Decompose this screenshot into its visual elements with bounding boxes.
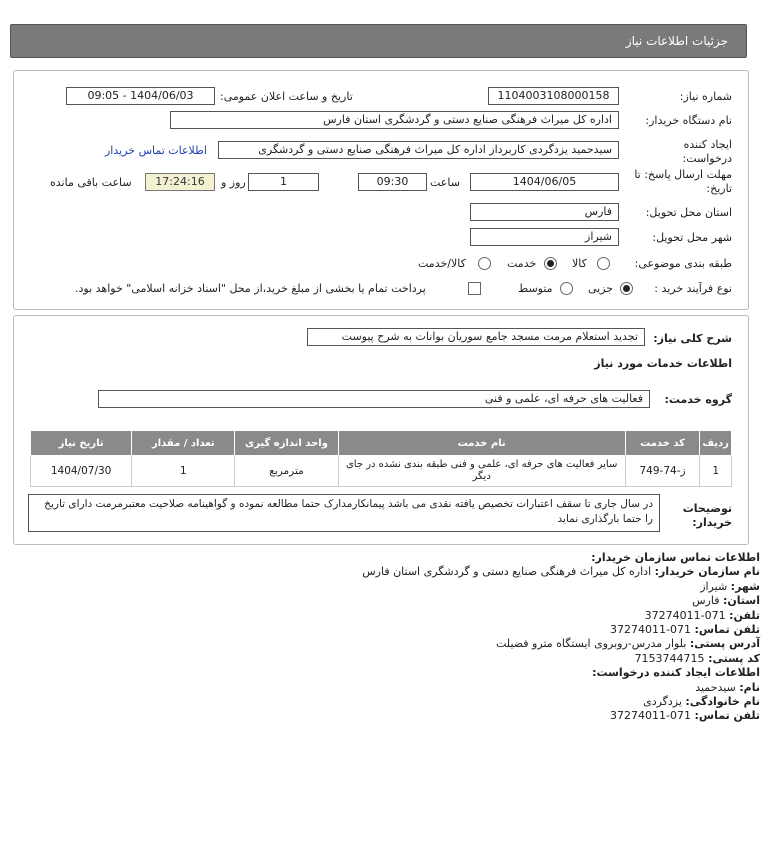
province-label: استان محل تحویل: xyxy=(645,206,732,219)
creator-heading: اطلاعات ایجاد کننده درخواست: xyxy=(592,666,760,680)
contact-address-label: آدرس پستی: xyxy=(689,637,760,651)
deadline-label: مهلت ارسال پاسخ: تا تاریخ: xyxy=(634,168,732,195)
need-number-field: 1104003108000158 xyxy=(488,87,619,105)
contact-postal-label: کد پستی: xyxy=(708,651,760,665)
creator-family-label: نام خانوادگی: xyxy=(685,694,760,708)
payment-note: پرداخت تمام یا بخشی از مبلغ خرید،از محل "اسناد خزانه اسلامی" خواهد بود. xyxy=(75,282,426,295)
creator-name-label: نام: xyxy=(739,680,760,694)
group-field: فعالیت های حرفه ای، علمی و فنی xyxy=(98,390,650,408)
treasury-checkbox[interactable] xyxy=(468,282,481,295)
contact-org-label: نام سازمان خریدار: xyxy=(654,565,760,579)
contact-phone: 071-37274011 xyxy=(644,608,726,622)
row-date: 1404/07/30 xyxy=(31,456,132,487)
row-qty: 1 xyxy=(132,456,235,487)
contact-postal: 7153744715 xyxy=(634,651,705,665)
buyer-org-field: اداره کل میراث فرهنگی صنایع دستی و گردشگری استان فارس xyxy=(170,111,619,129)
process-option-minor: جزیی xyxy=(588,282,614,295)
contact-city-label: شهر: xyxy=(730,579,760,593)
notes-field: در سال جاری تا سقف اعتبارات تخصیص یافته نقدی می باشد پیمانکارمدارک حتما مطالعه نموده و گواهینامه صلاحیت معتبرمرمت دارای تاریخ را حتما بارگذاری نماید xyxy=(28,494,660,532)
category-radio-goods-service[interactable] xyxy=(478,257,491,270)
category-option-goods: کالا xyxy=(572,257,587,270)
col-code: کد خدمت xyxy=(625,431,700,456)
days-label: روز و xyxy=(221,176,246,189)
table-row xyxy=(31,456,732,487)
notes-label: توضیحات خریدار: xyxy=(682,502,732,529)
contact-city: شیراز xyxy=(700,579,728,593)
contact-org: اداره کل میراث فرهنگی صنایع دستی و گردشگری استان فارس xyxy=(362,565,652,579)
days-field: 1 xyxy=(248,173,319,191)
summary-field: تجدید استعلام مرمت مسجد جامع سوریان بوانات به شرح پیوست xyxy=(307,328,645,346)
buyer-contact-link[interactable]: اطلاعات تماس خریدار xyxy=(105,144,207,157)
announce-label: تاریخ و ساعت اعلان عمومی: xyxy=(220,90,353,103)
row-number: 1 xyxy=(700,456,732,487)
contact-heading: اطلاعات تماس سازمان خریدار: xyxy=(591,551,760,564)
creator-label: ایجاد کننده درخواست: xyxy=(682,138,732,165)
summary-label: شرح کلی نیاز: xyxy=(653,332,732,345)
category-option-service: خدمت xyxy=(507,257,537,270)
contact-address: بلوار مدرس-روبروی ایستگاه مترو فضیلت xyxy=(496,637,687,651)
creator-family: یزدگردی xyxy=(643,694,682,708)
time-label: ساعت xyxy=(430,176,460,189)
col-date: تاریخ نیاز xyxy=(31,431,132,456)
buyer-org-label: نام دستگاه خریدار: xyxy=(645,114,732,127)
page-header xyxy=(10,24,747,58)
creator-phone: 071-37274011 xyxy=(610,709,692,723)
group-label: گروه خدمت: xyxy=(664,393,732,406)
contact-fax-label: تلفن تماس: xyxy=(694,622,760,636)
remaining-time-field: 17:24:16 xyxy=(145,173,215,191)
need-number-label: شماره نیاز: xyxy=(679,90,732,103)
process-radio-medium[interactable] xyxy=(560,282,573,295)
contact-province: فارس xyxy=(692,594,720,608)
process-radio-minor[interactable] xyxy=(620,282,633,295)
col-name: نام خدمت xyxy=(338,431,625,456)
creator-name: سیدحمید xyxy=(695,680,736,694)
col-unit: واحد اندازه گیری xyxy=(235,431,338,456)
category-option-goods-service: کالا/خدمت xyxy=(418,257,466,270)
city-field: شیراز xyxy=(470,228,619,246)
process-option-medium: متوسط xyxy=(518,282,553,295)
remaining-label: ساعت باقی مانده xyxy=(50,176,132,189)
creator-field: سیدحمید یزدگردی کاربرداز اداره کل میراث فرهنگی صنایع دستی و گردشگری xyxy=(218,141,619,159)
page-title: جزئیات اطلاعات نیاز xyxy=(625,34,728,48)
services-table xyxy=(30,430,732,487)
contact-fax: 071-37274011 xyxy=(610,622,692,636)
process-label: نوع فرآیند خرید : xyxy=(654,282,732,295)
category-radio-service[interactable] xyxy=(544,257,557,270)
contact-phone-label: تلفن: xyxy=(729,608,760,622)
deadline-time-field: 09:30 xyxy=(358,173,427,191)
deadline-date-field: 1404/06/05 xyxy=(470,173,619,191)
contact-section xyxy=(20,551,760,724)
col-qty: تعداد / مقدار xyxy=(132,431,235,456)
category-label: طبقه بندی موضوعی: xyxy=(634,257,732,270)
contact-province-label: استان: xyxy=(723,594,760,608)
row-unit: مترمربع xyxy=(235,456,338,487)
row-name: سایر فعالیت های حرفه ای، علمی و فنی طبقه بندی نشده در جای دیگر xyxy=(338,456,625,487)
creator-phone-label: تلفن تماس: xyxy=(694,709,760,723)
city-label: شهر محل تحویل: xyxy=(652,231,732,244)
announce-field: 1404/06/03 - 09:05 xyxy=(66,87,215,105)
col-row: ردیف xyxy=(700,431,732,456)
services-heading: اطلاعات خدمات مورد نیاز xyxy=(594,357,732,370)
province-field: فارس xyxy=(470,203,619,221)
category-radio-goods[interactable] xyxy=(597,257,610,270)
row-code: ز-74-749 xyxy=(625,456,700,487)
